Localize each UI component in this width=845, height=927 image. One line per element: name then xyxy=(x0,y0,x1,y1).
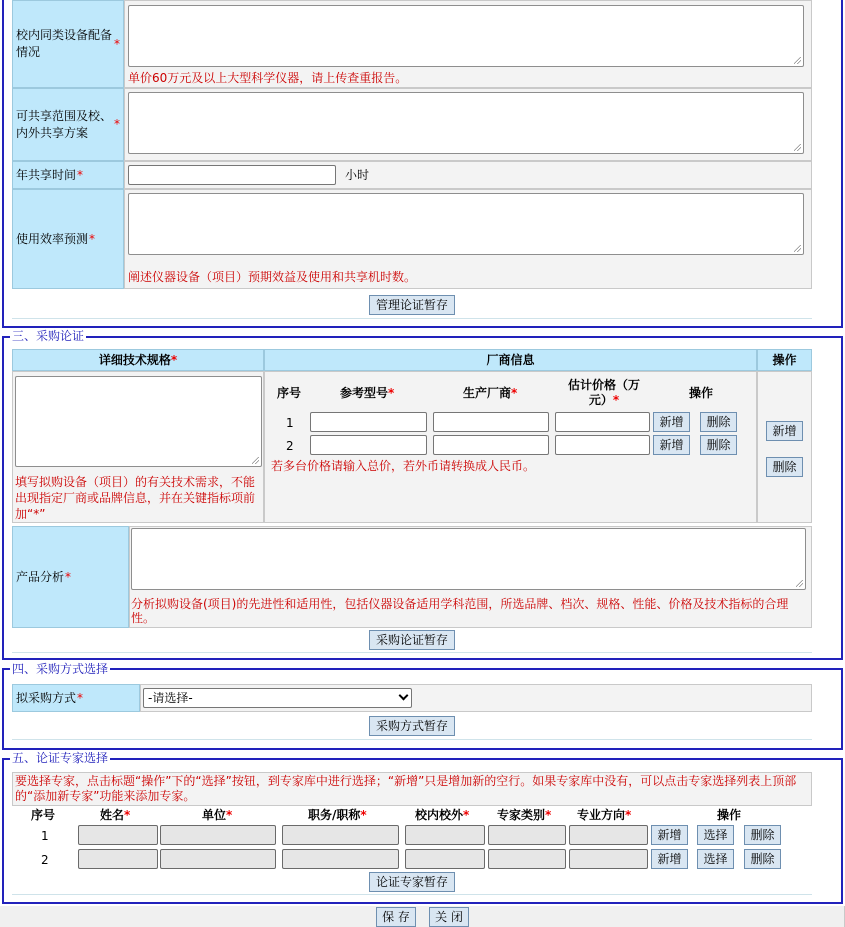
vendor-row-add-button[interactable]: 新增 xyxy=(653,435,690,455)
expert-row-no: 1 xyxy=(41,829,49,843)
spec-header: 详细技术规格* xyxy=(12,349,264,371)
vendor-price-input[interactable] xyxy=(555,412,650,432)
usage-efficiency-hint: 阐述仪器设备（项目）预期效益及使用和共享机时数。 xyxy=(128,270,417,284)
expert-title-input[interactable] xyxy=(282,849,399,869)
vendor-col-model: 参考型号* xyxy=(340,386,395,400)
purchase-legend: 三、采购论证 xyxy=(12,329,85,343)
method-legend: 四、采购方式选择 xyxy=(12,662,109,676)
expert-add-button[interactable]: 新增 xyxy=(651,849,688,869)
expert-col-inout: 校内校外* xyxy=(415,808,470,822)
expert-col-field: 专业方向* xyxy=(577,808,632,822)
expert-col-title: 职务/职称* xyxy=(308,808,367,822)
expert-delete-button[interactable]: 删除 xyxy=(744,849,781,869)
expert-name-input[interactable] xyxy=(78,849,158,869)
vendor-price-input[interactable] xyxy=(555,435,650,455)
expert-unit-input[interactable] xyxy=(160,849,276,869)
label-procurement-method: 拟采购方式 * xyxy=(12,684,140,712)
label-sharing-plan: 可共享范围及校、内外共享方案 * xyxy=(12,88,124,161)
hours-unit: 小时 xyxy=(345,168,370,182)
expert-inout-input[interactable] xyxy=(405,849,485,869)
expert-col-unit: 单位* xyxy=(202,808,233,822)
expert-field-input[interactable] xyxy=(569,825,648,845)
usage-efficiency-textarea[interactable] xyxy=(128,193,804,255)
label-usage-efficiency: 使用效率预测 * xyxy=(12,189,124,289)
equipment-status-hint: 单价60万元及以上大型科学仪器，请上传查重报告。 xyxy=(128,71,408,85)
expert-row-no: 2 xyxy=(41,853,49,867)
product-analysis-textarea[interactable] xyxy=(131,528,806,590)
label-product-analysis: 产品分析 * xyxy=(12,526,129,628)
expert-unit-input[interactable] xyxy=(160,825,276,845)
chevron-down-icon xyxy=(399,691,409,701)
vendor-header: 厂商信息 xyxy=(264,349,757,371)
save-button[interactable]: 保 存 xyxy=(376,907,416,927)
vendor-maker-input[interactable] xyxy=(433,435,549,455)
expert-delete-button[interactable]: 删除 xyxy=(744,825,781,845)
experts-save-button[interactable]: 论证专家暂存 xyxy=(369,872,455,892)
expert-col-ops: 操作 xyxy=(717,808,742,822)
expert-add-button[interactable]: 新增 xyxy=(651,825,688,845)
vendor-col-maker: 生产厂商* xyxy=(463,386,518,400)
footer-bar xyxy=(0,906,845,927)
expert-category-input[interactable] xyxy=(488,849,566,869)
purchase-add-button[interactable]: 新增 xyxy=(766,421,803,441)
vendor-col-price: 估计价格（万元）* xyxy=(567,378,640,407)
method-separator xyxy=(12,739,812,740)
expert-title-input[interactable] xyxy=(282,825,399,845)
expert-choose-button[interactable]: 选择 xyxy=(697,825,734,845)
equipment-status-textarea[interactable] xyxy=(128,5,804,67)
label-annual-share-time: 年共享时间 * xyxy=(12,161,124,189)
purchase-separator xyxy=(12,652,812,653)
purchase-delete-button[interactable]: 删除 xyxy=(766,457,803,477)
expert-col-category: 专家类别* xyxy=(497,808,552,822)
expert-choose-button[interactable]: 选择 xyxy=(697,849,734,869)
expert-col-no: 序号 xyxy=(31,808,56,822)
vendor-row-delete-button[interactable]: 删除 xyxy=(700,435,737,455)
sharing-plan-textarea[interactable] xyxy=(128,92,804,154)
management-separator xyxy=(12,318,812,319)
purchase-save-button[interactable]: 采购论证暂存 xyxy=(369,630,455,650)
ops-header: 操作 xyxy=(757,349,812,371)
vendor-row-no: 1 xyxy=(286,416,294,430)
label-equipment-status: 校内同类设备配备情况 * xyxy=(12,0,124,88)
vendor-col-no: 序号 xyxy=(277,386,302,400)
product-analysis-hint: 分析拟购设备(项目)的先进性和适用性，包括仪器设备适用学科范围，所选品牌、档次、规格、性能、价格及技术指标的合理性。 xyxy=(131,597,789,625)
vendor-maker-input[interactable] xyxy=(433,412,549,432)
price-hint: 若多台价格请输入总价，若外币请转换成人民币。 xyxy=(271,459,536,473)
vendor-col-ops: 操作 xyxy=(689,386,714,400)
experts-legend: 五、论证专家选择 xyxy=(12,751,109,765)
vendor-row-delete-button[interactable]: 删除 xyxy=(700,412,737,432)
expert-field-input[interactable] xyxy=(569,849,648,869)
vendor-model-input[interactable] xyxy=(310,435,427,455)
experts-notice: 要选择专家，点击标题“操作”下的“选择”按钮，到专家库中进行选择；“新增”只是增加新的空行。如果专家库中没有，可以点击专家选择列表上顶部的“添加新专家”功能来添加专家。 xyxy=(12,772,812,806)
annual-share-time-input[interactable] xyxy=(128,165,336,185)
expert-category-input[interactable] xyxy=(488,825,566,845)
outer-ops-cell xyxy=(757,371,812,523)
management-save-button[interactable]: 管理论证暂存 xyxy=(369,295,455,315)
method-save-button[interactable]: 采购方式暂存 xyxy=(369,716,455,736)
close-button[interactable]: 关 闭 xyxy=(429,907,469,927)
expert-name-input[interactable] xyxy=(78,825,158,845)
vendor-row-add-button[interactable]: 新增 xyxy=(653,412,690,432)
experts-separator xyxy=(12,894,812,895)
procurement-method-select[interactable]: -请选择- xyxy=(143,688,412,708)
expert-inout-input[interactable] xyxy=(405,825,485,845)
spec-textarea[interactable] xyxy=(15,376,262,467)
vendor-row-no: 2 xyxy=(286,439,294,453)
spec-hint: 填写拟购设备（项目）的有关技术需求，不能出现指定厂商或品牌信息，并在关键指标项前加“*” xyxy=(15,475,256,521)
expert-col-name: 姓名* xyxy=(100,808,131,822)
vendor-model-input[interactable] xyxy=(310,412,427,432)
